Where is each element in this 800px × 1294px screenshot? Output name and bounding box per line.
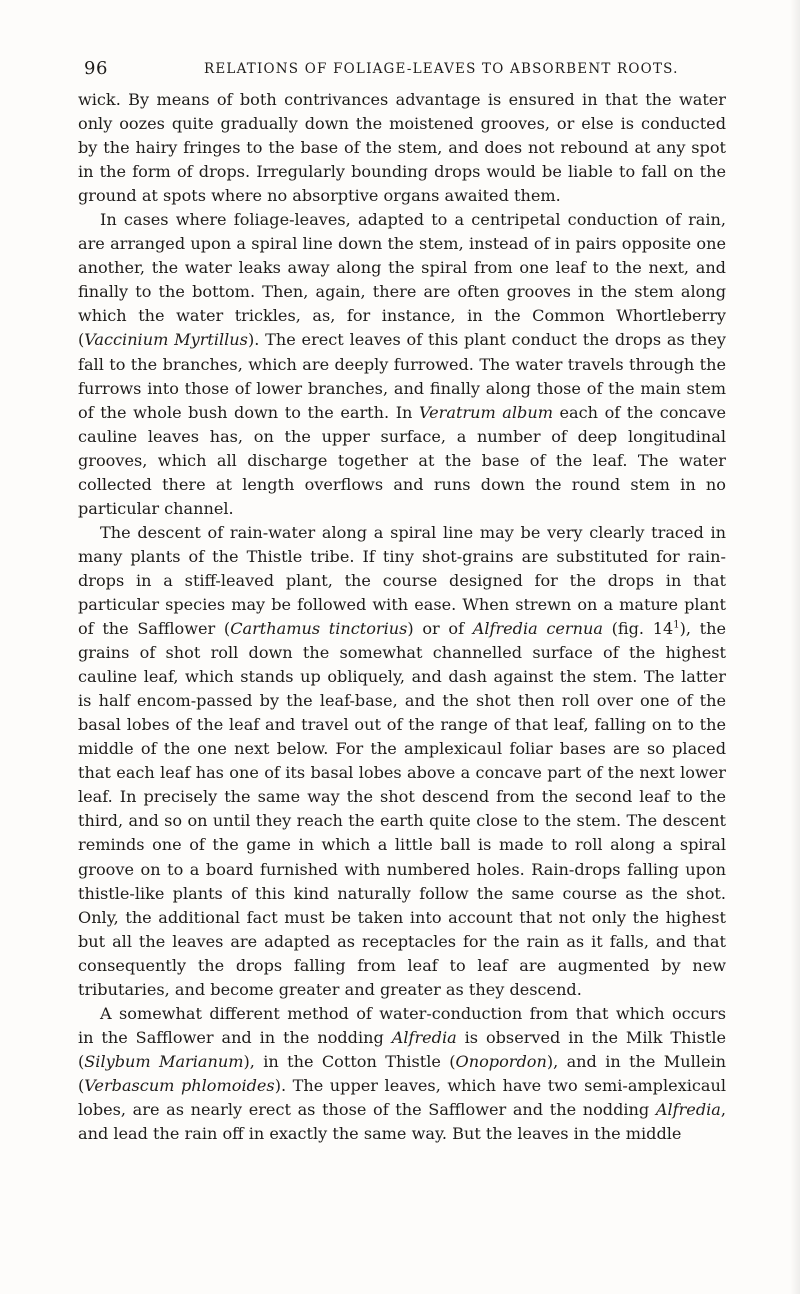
text-run: wick. By means of both contrivances advantage is ensured in that the water only oozes quite gradually down the moistened grooves, or else is conducted by the hairy fringes to the base of the stem, and does not rebound at any spot in the form of drops. Irregularly bounding drops would be liable to fall on the ground at spots where no absorptive organs awaited them. — [78, 90, 726, 206]
running-head: RELATIONS OF FOLIAGE-LEAVES TO ABSORBENT ROOTS. — [204, 61, 679, 77]
text-run: , and lead the rain off in exactly the same way. But the leaves in the middle — [78, 1099, 726, 1144]
text-run: The descent of rain-water along a spiral line may be very clearly traced in many plants of the Thistle tribe. If tiny shot-grains are substituted for rain-drops in a stiff-leaved plant, the course designed for the drops in that particular species may be followed with ease. When strewn on a mature plant of the Safflower ( — [78, 522, 726, 639]
text-run: each of the concave cauline leaves has, on the upper surface, a number of deep longitudinal grooves, which all discharge together at the base of the leaf. The water collected there at length overflows and runs down the round stem in no particular channel. — [78, 402, 727, 518]
body-text — [78, 88, 726, 1146]
italic-text: Vaccinium Myrtillus — [84, 330, 248, 350]
italic-text: Carthamus tinctorius — [230, 619, 408, 639]
text-run: is observed in the Milk Thistle ( — [78, 1027, 726, 1071]
italic-text: Alfredia — [655, 1099, 721, 1119]
text-run: ), the grains of shot roll down the somewhat channelled surface of the highest cauline leaf, which stands up obliquely, and dash against the stem. The latter is half encom-passed by the leaf-base, and the shot then roll over one of the basal lobes of the leaf and travel out of the range of that leaf, falling on to the middle of the one next below. For the amplexicaul foliar bases are so placed that each leaf has one of its basal lobes above a concave part of the next lower leaf. In precisely the same way the shot descend from the second leaf to the third, and so on until they reach the earth quite close to the stem. The descent reminds one of the game in which a little ball is made to roll along a spiral groove on to a board furnished with numbered holes. Rain-drops falling upon thistle-like plants of this kind naturally follow the same course as the shot. Only, the additional fact must be taken into account that not only the highest but all the leaves are adapted as receptacles for the rain as it falls, and that consequently the drops falling from leaf to leaf are augmented by new tributaries, and become greater and greater as they descend. — [78, 619, 726, 999]
page-number: 96 — [84, 58, 108, 79]
text-run: ). The upper leaves, which have two semi-amplexicaul lobes, are as nearly erect as those of the Safflower and the nodding — [78, 1075, 726, 1119]
text-run: ). The erect leaves of this plant conduct the drops as they fall to the branches, which are deeply furrowed. The water travels through the furrows into those of lower branches, and finally along those of the main stem of the whole bush down to the earth. In — [78, 330, 726, 422]
italic-text: Alfredia cernua — [472, 619, 603, 639]
italic-text: Onopordon — [455, 1051, 547, 1071]
text-run: A somewhat different method of water-conduction from that which occurs in the Safflower and in the nodding — [78, 1003, 726, 1047]
paragraph — [78, 521, 726, 1002]
page-edge-shadow — [790, 0, 800, 1294]
paragraph — [78, 1002, 726, 1146]
text-run: In cases where foliage-leaves, adapted to a centripetal conduction of rain, are arranged upon a spiral line down the stem, instead of in pairs opposite one another, the water leaks away along the spiral from one leaf to the next, and finally to the bottom. Then, again, there are often grooves in the stem along which the water trickles, as, for instance, in the Common Whortleberry ( — [78, 210, 726, 350]
italic-text: Verbascum phlomoides — [84, 1075, 275, 1095]
paragraph — [78, 88, 726, 208]
text-run: ) or of — [407, 619, 473, 639]
italic-text: Veratrum album — [418, 402, 553, 422]
paragraph — [78, 208, 726, 521]
italic-text: Alfredia — [391, 1027, 457, 1047]
text-run: (fig. 14 — [602, 619, 674, 639]
text-run: ), in the Cotton Thistle ( — [243, 1051, 456, 1071]
text-run: ), and in the Mullein ( — [78, 1051, 726, 1095]
footnote-marker: 1 — [673, 619, 680, 631]
italic-text: Silybum Marianum — [84, 1051, 244, 1071]
page-header — [84, 58, 724, 82]
